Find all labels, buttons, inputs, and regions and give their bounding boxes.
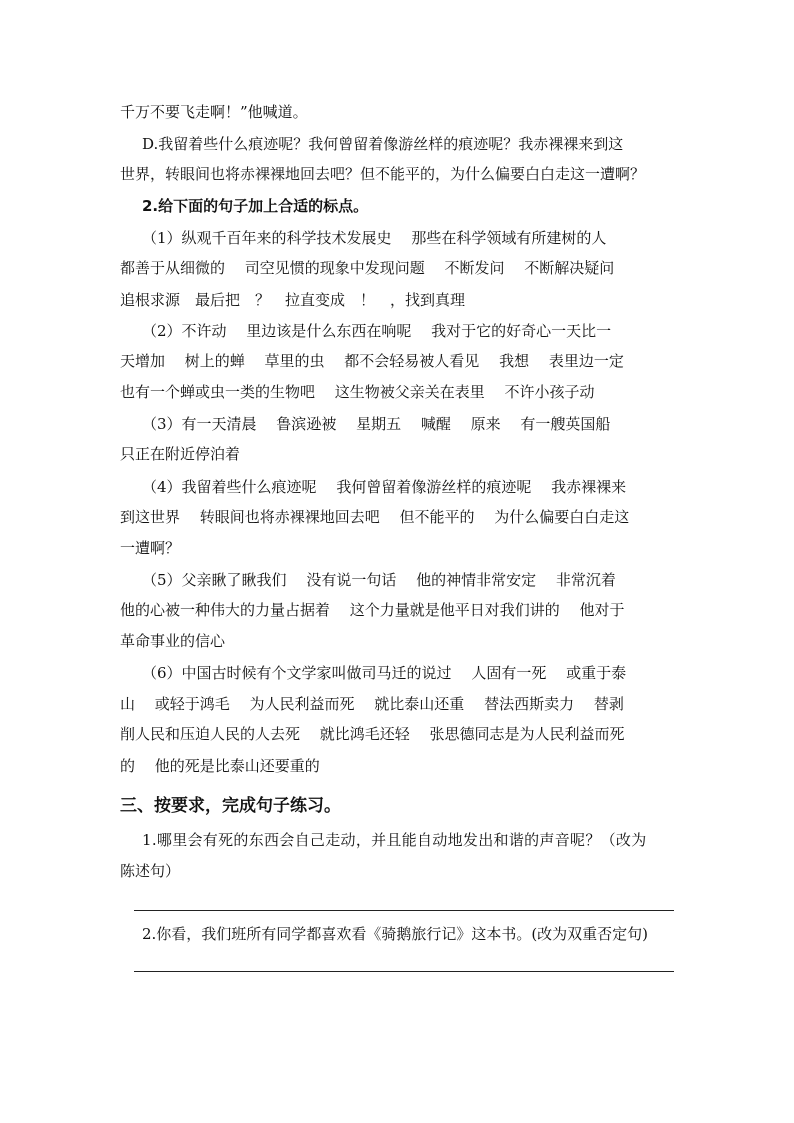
item-2-line: （2）不许动 里边该是什么东西在响呢 我对于它的好奇心一天比一 <box>142 322 612 340</box>
text-line: 革命事业的信心 <box>120 632 226 650</box>
exercise-1-line: 1.哪里会有死的东西会自己走动，并且能自动地发出和谐的声音呢？（改为 <box>142 831 647 849</box>
text-line: 只正在附近停泊着 <box>120 445 241 463</box>
item-1-line: （1）纵观千百年来的科学技术发展史 那些在科学领域有所建树的人 <box>142 229 607 247</box>
text-line: 削人民和压迫人民的人去死 就比鸿毛还轻 张思德同志是为人民利益而死 <box>120 725 625 743</box>
answer-line-1[interactable] <box>134 910 674 911</box>
item-3-line: （3）有一天清晨 鲁滨逊被 星期五 喊醒 原来 有一艘英国船 <box>142 415 611 433</box>
text-line: 到这世界 转眼间也将赤裸裸地回去吧 但不能平的 为什么偏要白白走这 <box>120 508 630 526</box>
option-d-line: D.我留着些什么痕迹呢？我何曾留着像游丝样的痕迹呢？我赤裸裸来到这 <box>142 135 624 153</box>
item-4-line: （4）我留着些什么痕迹呢 我何曾留着像游丝样的痕迹呢 我赤裸裸来 <box>142 478 627 496</box>
question-2-title: 2.给下面的句子加上合适的标点。 <box>142 197 369 215</box>
text-line: 世界，转眼间也将赤裸裸地回去吧？但不能平的，为什么偏要白白走这一遭啊？ <box>120 165 646 183</box>
item-6-line: （6）中国古时候有个文学家叫做司马迁的说过 人固有一死 或重于泰 <box>142 664 627 682</box>
text-line: 也有一个蝉或虫一类的生物吧 这生物被父亲关在表里 不许小孩子动 <box>120 383 595 401</box>
text-line: 都善于从细微的 司空见惯的现象中发现问题 不断发问 不断解决疑问 <box>120 259 615 277</box>
section-3-heading: 三、按要求，完成句子练习。 <box>120 796 341 816</box>
text-line: 千万不要飞走啊！”他喊道。 <box>120 103 308 121</box>
exercise-1-line: 陈述句） <box>120 862 181 880</box>
item-5-line: （5）父亲瞅了瞅我们 没有说一句话 他的神情非常安定 非常沉着 <box>142 571 616 589</box>
text-line: 天增加 树上的蝉 草里的虫 都不会轻易被人看见 我想 表里边一定 <box>120 352 624 370</box>
text-line: 他的心被一种伟大的力量占据着 这个力量就是他平日对我们讲的 他对于 <box>120 601 625 619</box>
exercise-2-line: 2.你看，我们班所有同学都喜欢看《骑鹅旅行记》这本书。(改为双重否定句) <box>142 925 649 943</box>
text-line: 的 他的死是比泰山还要重的 <box>120 757 320 775</box>
text-line: 追根求源 最后把 ？ 拉直变成 ！ ，找到真理 <box>120 291 466 309</box>
text-line: 山 或轻于鸿毛 为人民利益而死 就比泰山还重 替法西斯卖力 替剥 <box>120 695 624 713</box>
text-line: 一遭啊？ <box>120 539 181 557</box>
answer-line-2[interactable] <box>134 971 674 972</box>
